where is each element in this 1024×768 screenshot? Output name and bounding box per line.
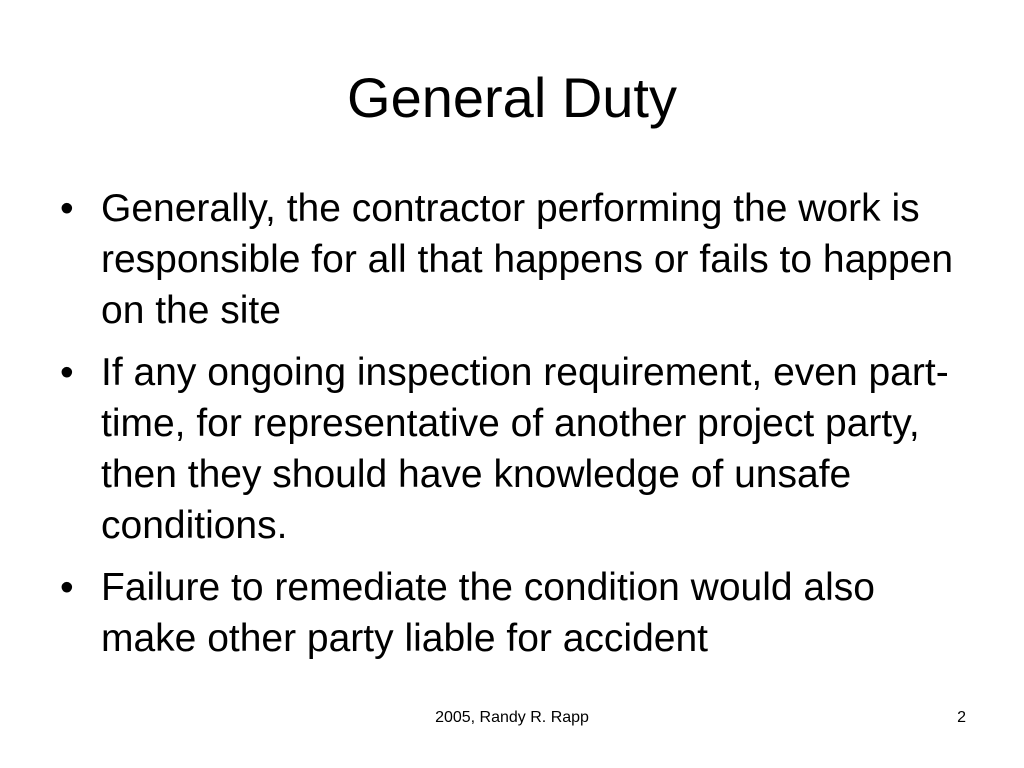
bullet-item [60, 347, 960, 551]
page-number: 2 [957, 709, 966, 726]
footer-text: 2005, Randy R. Rapp [435, 709, 589, 726]
bullet-icon: • [60, 187, 74, 230]
bullet-item [60, 183, 960, 336]
bullet-list [60, 183, 960, 675]
bullet-text: Failure to remediate the condition would also make other party liable for accident [101, 566, 875, 660]
bullet-text: If any ongoing inspection requirement, even part-time, for representative of another project party, then they should have knowledge of unsafe conditions. [101, 351, 949, 547]
bullet-text: Generally, the contractor performing the work is responsible for all that happens or fails to happen on the site [101, 187, 954, 332]
bullet-icon: • [60, 566, 74, 609]
bullet-item [60, 562, 960, 664]
bullet-icon: • [60, 351, 74, 394]
slide-title: General Duty [347, 66, 677, 129]
